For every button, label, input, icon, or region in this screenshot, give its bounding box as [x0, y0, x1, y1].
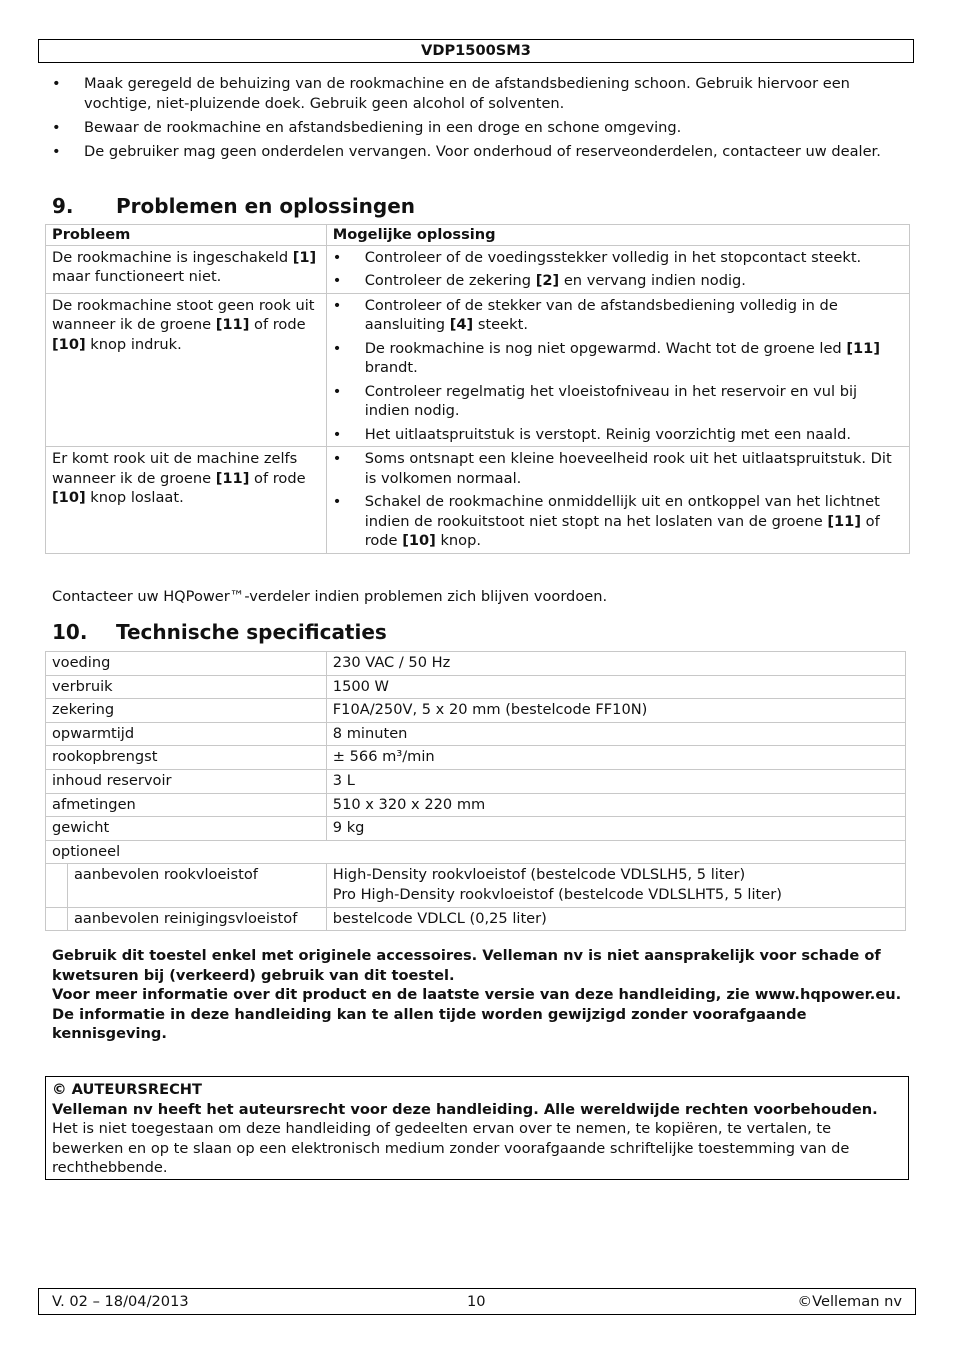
text-run: maar functioneert niet. [52, 268, 222, 285]
table-row [46, 675, 906, 699]
text-run: brandt. [364, 359, 418, 376]
bullet-text: De gebruiker mag geen onderdelen vervangen. Voor onderhoud of reserveonderdelen, contacteer uw dealer. [84, 142, 881, 160]
text-run: knop indruk. [85, 335, 182, 353]
reference-number: [10] [402, 532, 436, 549]
table-header-row [46, 225, 910, 246]
solution-list [333, 449, 903, 551]
reference-number: [10] [52, 335, 86, 353]
reference-number: [11] [827, 512, 862, 530]
table-row [46, 817, 906, 841]
reference-number: [11] [846, 339, 880, 357]
spec-value: 230 VAC / 50 Hz [326, 652, 905, 676]
bullet-icon: • [332, 425, 342, 443]
text-run: Controleer of de voedingsstekker volledig in het stopcontact steekt. [364, 248, 862, 266]
list-item [333, 271, 903, 291]
text-run: Er komt rook uit de machine zelfs wanneer ik de groene [52, 450, 298, 487]
troubleshooting-table [45, 224, 910, 554]
copyright-body [52, 1100, 902, 1178]
notice-changes: De informatie in deze handleiding kan te allen tijde worden gewijzigd zonder voorafgaande kennisgeving. [52, 1005, 807, 1042]
specifications-table [45, 651, 906, 931]
list-item [333, 339, 903, 378]
spec-label: rookopbrengst [46, 746, 327, 770]
solution-list [333, 248, 903, 291]
bullet-icon: • [332, 450, 342, 467]
list-item [52, 118, 902, 138]
contact-note: Contacteer uw HQPower™-verdeler indien problemen zich blijven voordoen. [52, 588, 608, 605]
list-item [333, 382, 903, 421]
footer-page-number: 10 [467, 1293, 486, 1310]
bullet-icon: • [52, 75, 61, 92]
table-row [46, 840, 906, 864]
text-run: en vervang indien nodig. [559, 272, 746, 289]
copyright-text: Het is niet toegestaan om deze handleiding of gedeelten ervan over te nemen, te kopiëren, te vertalen, te bewerken en op te slaan op een elektronisch medium zonder voorafgaande schriftelijke toestemming van de rechthebbende. [52, 1120, 850, 1176]
bullet-text: Bewaar de rookmachine en afstandsbediening in een droge en schone omgeving. [84, 118, 682, 136]
reference-number: [11] [215, 316, 250, 333]
solution-cell [326, 447, 909, 554]
section-title: Technische specificaties [116, 620, 387, 644]
table-row [46, 652, 906, 676]
list-item [52, 142, 902, 162]
table-row [46, 793, 906, 817]
solution-cell [326, 245, 909, 293]
table-row [46, 864, 906, 907]
text-run: of rode [249, 469, 306, 487]
text-run: De rookmachine is ingeschakeld [52, 248, 293, 266]
bullet-icon: • [332, 248, 342, 266]
bullet-icon: • [332, 382, 342, 400]
spec-value: 1500 W [326, 675, 905, 699]
table-row [46, 769, 906, 793]
spec-value-line: Pro High-Density rookvloeistof (bestelcode VDLSLHT5, 5 liter) [332, 885, 782, 903]
column-header-solution: Mogelijke oplossing [326, 225, 909, 246]
section-title: Problemen en oplossingen [116, 194, 416, 218]
notices-block [52, 946, 912, 1044]
table-row [46, 293, 910, 447]
text-run: Controleer of de stekker van de afstandsbediening volledig in de aansluiting [364, 296, 838, 333]
footer-version: V. 02 – 18/04/2013 [52, 1293, 189, 1310]
table-row [46, 907, 906, 931]
copyright-title: © AUTEURSRECHT [52, 1081, 202, 1098]
page-header-model: VDP1500SM3 [38, 39, 914, 63]
reference-number: [4] [449, 316, 474, 333]
copyright-bold-text: Velleman nv heeft het auteursrecht voor deze handleiding. Alle wereldwijde rechten voorbehouden. [52, 1100, 878, 1118]
spec-value [326, 907, 905, 931]
spec-value-line: bestelcode VDLCL (0,25 liter) [332, 909, 547, 927]
spec-label: inhoud reservoir [46, 769, 327, 793]
spec-value: 8 minuten [326, 722, 905, 746]
spec-label: aanbevolen reinigingsvloeistof [67, 907, 326, 931]
spec-label: verbruik [46, 675, 327, 699]
text-run: steekt. [473, 316, 528, 333]
spec-label-optional: optioneel [46, 840, 906, 864]
problem-cell [46, 245, 327, 293]
spec-label: afmetingen [46, 793, 327, 817]
notice-more-info: Voor meer informatie over dit product en de laatste versie van deze handleiding, zie www.hqpower.eu. [52, 986, 902, 1003]
copyright-box [45, 1076, 909, 1180]
spec-label: opwarmtijd [46, 722, 327, 746]
problem-cell [46, 293, 327, 447]
bullet-icon: • [332, 493, 342, 510]
table-row [46, 699, 906, 723]
spec-value: ± 566 m³/min [326, 746, 905, 770]
text-run: Het uitlaatspruitstuk is verstopt. Reinig voorzichtig met een naald. [364, 425, 852, 443]
list-item [333, 425, 903, 445]
spec-label: voeding [46, 652, 327, 676]
spec-value: F10A/250V, 5 x 20 mm (bestelcode FF10N) [326, 699, 905, 723]
spec-value: 3 L [326, 769, 905, 793]
text-run: of rode [364, 512, 880, 549]
spec-value-line: High-Density rookvloeistof (bestelcode VDLSLH5, 5 liter) [332, 866, 746, 884]
text-run: of rode [249, 316, 306, 333]
footer-company: ©Velleman nv [797, 1293, 902, 1310]
text-run: knop loslaat. [85, 489, 184, 506]
bullet-icon: • [52, 118, 61, 136]
table-row [46, 746, 906, 770]
reference-number: [1] [292, 248, 317, 266]
spec-label: aanbevolen rookvloeistof [67, 864, 326, 907]
table-row [46, 447, 910, 554]
list-item [333, 296, 903, 335]
spec-value [326, 864, 905, 907]
maintenance-bullet-list [52, 74, 902, 166]
reference-number: [10] [52, 489, 86, 506]
spec-value: 510 x 320 x 220 mm [326, 793, 905, 817]
column-header-problem: Probleem [46, 225, 327, 246]
reference-number: [11] [215, 469, 250, 487]
spec-label: gewicht [46, 817, 327, 841]
text-run: Controleer de zekering [364, 272, 536, 289]
bullet-icon: • [332, 296, 342, 314]
list-item [333, 492, 903, 551]
bullet-icon: • [332, 272, 342, 289]
bullet-text: Maak geregeld de behuizing van de rookmachine en de afstandsbediening schoon. Gebruik hiervoor een vochtige, niet-pluizende doek. Gebruik geen alcohol of solventen. [84, 75, 850, 112]
bullet-icon: • [332, 339, 342, 357]
solution-cell [326, 293, 909, 447]
notice-liability: Gebruik dit toestel enkel met originele accessoires. Velleman nv is niet aansprakelijk voor schade of kwetsuren bij (verkeerd) gebruik van dit toestel. [52, 947, 881, 984]
reference-number: [2] [535, 272, 560, 289]
section-number: 9. [52, 194, 74, 218]
text-run: Soms ontsnapt een kleine hoeveelheid rook uit het uitlaatspruitstuk. Dit is volkomen normaal. [364, 450, 892, 487]
text-run: Controleer regelmatig het vloeistofniveau in het reservoir en vul bij indien nodig. [364, 382, 858, 419]
spec-label: zekering [46, 699, 327, 723]
section-number: 10. [52, 620, 88, 644]
page-footer [38, 1288, 916, 1315]
list-item [333, 449, 903, 488]
section-9-heading [52, 194, 415, 218]
text-run: De rookmachine stoot geen rook uit wanneer ik de groene [52, 296, 315, 333]
bullet-icon: • [52, 142, 61, 160]
list-item [333, 248, 903, 268]
solution-list [333, 296, 903, 445]
list-item [52, 74, 902, 113]
problem-cell [46, 447, 327, 554]
text-run: De rookmachine is nog niet opgewarmd. Wacht tot de groene led [364, 339, 847, 357]
table-row [46, 245, 910, 293]
table-row [46, 722, 906, 746]
section-10-heading [52, 620, 387, 644]
text-run: Schakel de rookmachine onmiddellijk uit en ontkoppel van het lichtnet indien de rookuitstoot niet stopt na het loslaten van de groene [364, 493, 880, 530]
spec-value: 9 kg [326, 817, 905, 841]
text-run: knop. [435, 532, 482, 549]
indent-cell [46, 907, 68, 931]
indent-cell [46, 864, 68, 907]
